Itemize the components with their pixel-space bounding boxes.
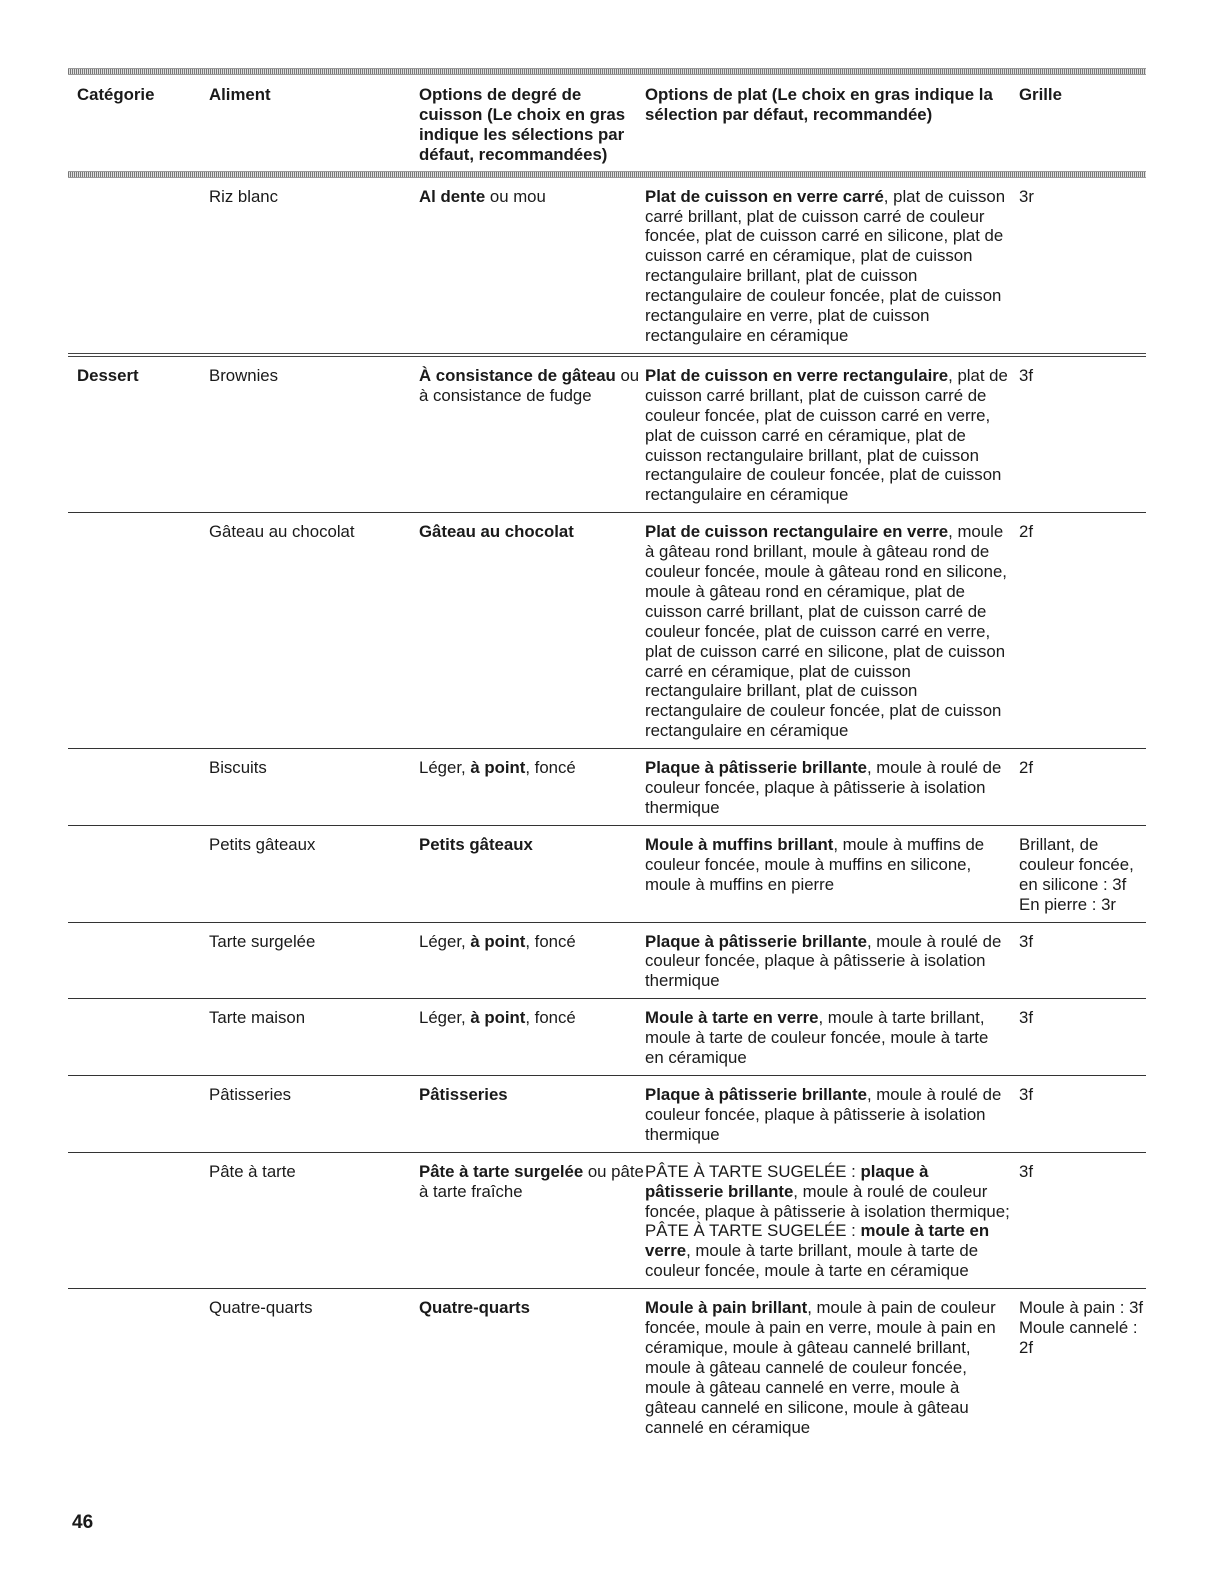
category-cell [68, 758, 209, 818]
doneness-option: Léger, [419, 931, 471, 951]
doneness-other: ou mou [485, 186, 546, 206]
table-row [68, 825, 1146, 922]
doneness-cell [419, 1162, 645, 1281]
doneness-cell [419, 1085, 645, 1145]
doneness-default: Quatre-quarts [419, 1298, 530, 1318]
table-row [68, 1288, 1146, 1444]
dish-default: plaque à pâtisserie brillante [645, 1161, 929, 1201]
category-cell [68, 522, 209, 741]
doneness-option: Léger, [419, 758, 471, 778]
doneness-default: À consistance de gâteau [419, 365, 616, 385]
table-header [68, 75, 1146, 171]
dish-default: Moule à pain brillant [645, 1298, 808, 1318]
dish-default: Plat de cuisson en verre rectangulaire [645, 365, 949, 385]
food-cell: Pâte à tarte [209, 1161, 296, 1181]
doneness-cell [419, 835, 645, 915]
rack-cell [1019, 835, 1146, 915]
dish-cell [645, 1085, 1019, 1145]
doneness-default: Pâtisseries [419, 1084, 508, 1104]
dish-other: , moule à tarte brillant, moule à tarte de couleur foncée, moule à tarte en céramique [645, 1008, 989, 1068]
table-row [68, 512, 1146, 748]
dish-cell [645, 835, 1019, 915]
dish-default: Plat de cuisson rectangulaire en verre [645, 522, 949, 542]
dish-cell [645, 187, 1019, 346]
food-cell: Gâteau au chocolat [209, 522, 355, 542]
food-cell: Tarte surgelée [209, 931, 316, 951]
rack-line: Moule à pain : 3f [1019, 1298, 1144, 1318]
rack-cell: 3r [1019, 186, 1034, 206]
rack-cell: 3f [1019, 931, 1033, 951]
category-cell [68, 187, 209, 346]
rack-cell: 3f [1019, 1008, 1033, 1028]
category-cell [68, 932, 209, 992]
food-cell: Pâtisseries [209, 1084, 292, 1104]
dish-cell [645, 1298, 1019, 1437]
doneness-default: Pâte à tarte surgelée [419, 1161, 584, 1181]
doneness-cell [419, 366, 645, 505]
page-number: 46 [72, 1512, 94, 1533]
dish-other: , moule à tarte brillant, moule à tarte de couleur foncée, moule à tarte en céramique [645, 1241, 979, 1281]
table-row [68, 353, 1146, 512]
doneness-other: , foncé [525, 931, 576, 951]
doneness-other: ou à consistance de fudge [419, 365, 640, 405]
rack-line: En pierre : 3r [1019, 894, 1117, 914]
rack-cell [1019, 1298, 1146, 1437]
table-row [68, 748, 1146, 825]
dish-label: PÂTE À TARTE SUGELÉE : [645, 1161, 861, 1181]
doneness-cell [419, 187, 645, 346]
dish-cell [645, 758, 1019, 818]
food-cell: Quatre-quarts [209, 1298, 313, 1318]
table-row [68, 1152, 1146, 1288]
doneness-other: , foncé [525, 1008, 576, 1028]
header-cuisson: Options de degré de cuisson (Le choix en gras indique les sélections par défaut, recommandées) [419, 85, 626, 164]
doneness-cell [419, 758, 645, 818]
dish-default: Moule à muffins brillant [645, 834, 834, 854]
doneness-option: Léger, [419, 1008, 471, 1028]
doneness-default: à point [470, 1008, 526, 1028]
doneness-other: ou pâte à tarte fraîche [419, 1161, 644, 1201]
dish-other: , moule à roulé de couleur foncée, plaque à pâtisserie à isolation thermique [645, 1084, 1002, 1144]
dish-other: , plat de cuisson carré brillant, plat de cuisson carré de couleur foncée, plat de cuisson carré en silicone, plat de cuisson carré en céramique, plat de cuisson rectangulaire brillant, plat de cuisson rectangulaire de couleur foncée, plat de cuisson rectangulaire en verre, plat de cuisson rectangulaire en céramique [645, 186, 1006, 345]
dish-default: Moule à tarte en verre [645, 1008, 819, 1028]
header-grille: Grille [1019, 85, 1062, 104]
table-row [68, 1075, 1146, 1152]
doneness-cell [419, 1008, 645, 1068]
header-rule [68, 171, 1146, 178]
dish-default: Plaque à pâtisserie brillante [645, 1084, 867, 1104]
header-categorie: Catégorie [77, 85, 155, 104]
doneness-default: Al dente [419, 186, 486, 206]
food-cell: Biscuits [209, 758, 267, 778]
food-cell: Brownies [209, 365, 279, 385]
doneness-cell [419, 522, 645, 741]
header-plat: Options de plat (Le choix en gras indique la sélection par défaut, recommandée) [645, 85, 993, 124]
category-cell [68, 1162, 209, 1281]
dish-other: , moule à roulé de couleur foncée, plaque à pâtisserie à isolation thermique [645, 758, 1002, 817]
food-cell: Petits gâteaux [209, 834, 316, 854]
table-row [68, 998, 1146, 1075]
dish-default: moule à tarte en verre [645, 1221, 990, 1261]
food-cell: Riz blanc [209, 186, 279, 206]
dish-other: , moule à roulé de couleur foncée, plaque à pâtisserie à isolation thermique [645, 931, 1002, 991]
doneness-cell [419, 932, 645, 992]
dish-cell [645, 522, 1019, 741]
category-cell [68, 1085, 209, 1145]
dish-other: , moule à roulé de couleur foncée, plaque à pâtisserie à isolation thermique; PÂTE À TARTE SUGELÉE : [645, 1181, 1010, 1241]
doneness-cell [419, 1298, 645, 1437]
category-cell [68, 1298, 209, 1437]
dish-cell [645, 1162, 1019, 1281]
rack-cell: 3f [1019, 1084, 1033, 1104]
category-cell [68, 835, 209, 915]
rack-cell: 3f [1019, 365, 1033, 385]
category-cell [68, 1008, 209, 1068]
dish-default: Plaque à pâtisserie brillante [645, 931, 867, 951]
rack-cell: 3f [1019, 1161, 1033, 1181]
rack-line: Moule cannelé : 2f [1019, 1318, 1138, 1357]
doneness-default: à point [470, 758, 526, 778]
doneness-other: , foncé [525, 758, 576, 778]
category-cell: Dessert [77, 365, 139, 385]
doneness-default: Petits gâteaux [419, 834, 533, 854]
dish-other: , moule à pain de couleur foncée, moule à pain en verre, moule à pain en céramique, moule à gâteau cannelé brillant, moule à gâteau cannelé de couleur foncée, moule à gâteau cannelé en verre, moule à gâteau cannelé en silicone, moule à gâteau cannelé en céramique [645, 1298, 996, 1437]
top-rule [68, 68, 1146, 75]
dish-default: Plaque à pâtisserie brillante [645, 758, 867, 778]
header-aliment: Aliment [209, 85, 271, 104]
doneness-default: Gâteau au chocolat [419, 522, 574, 542]
dish-other: , moule à muffins de couleur foncée, moule à muffins en silicone, moule à muffins en pierre [645, 834, 985, 894]
rack-line: Brillant, de couleur foncée, en silicone : 3f [1019, 834, 1134, 894]
table-row [68, 922, 1146, 999]
rack-cell: 2f [1019, 758, 1033, 778]
table-row [68, 178, 1146, 353]
cooking-table [68, 68, 1146, 1444]
rack-cell: 2f [1019, 522, 1033, 542]
doneness-default: à point [470, 931, 526, 951]
dish-cell [645, 932, 1019, 992]
dish-cell [645, 1008, 1019, 1068]
food-cell: Tarte maison [209, 1008, 306, 1028]
dish-default: Plat de cuisson en verre carré [645, 186, 884, 206]
dish-cell [645, 366, 1019, 505]
dish-other: , moule à gâteau rond brillant, moule à gâteau rond de couleur foncée, moule à gâteau rond en silicone, moule à gâteau rond en céramique, plat de cuisson carré brillant, plat de cuisson carré de couleur foncée, plat de cuisson carré en verre, plat de cuisson carré en silicone, plat de cuisson carré en céramique, plat de cuisson rectangulaire brillant, plat de cuisson rectangulaire de couleur foncée, plat de cuisson rectangulaire en céramique [645, 522, 1007, 741]
dish-other: , plat de cuisson carré brillant, plat de cuisson carré de couleur foncée, plat de cuisson carré en verre, plat de cuisson carré en céramique, plat de cuisson rectangulaire brillant, plat de cuisson rectangulaire de couleur foncée, plat de cuisson rectangulaire en céramique [645, 365, 1008, 505]
